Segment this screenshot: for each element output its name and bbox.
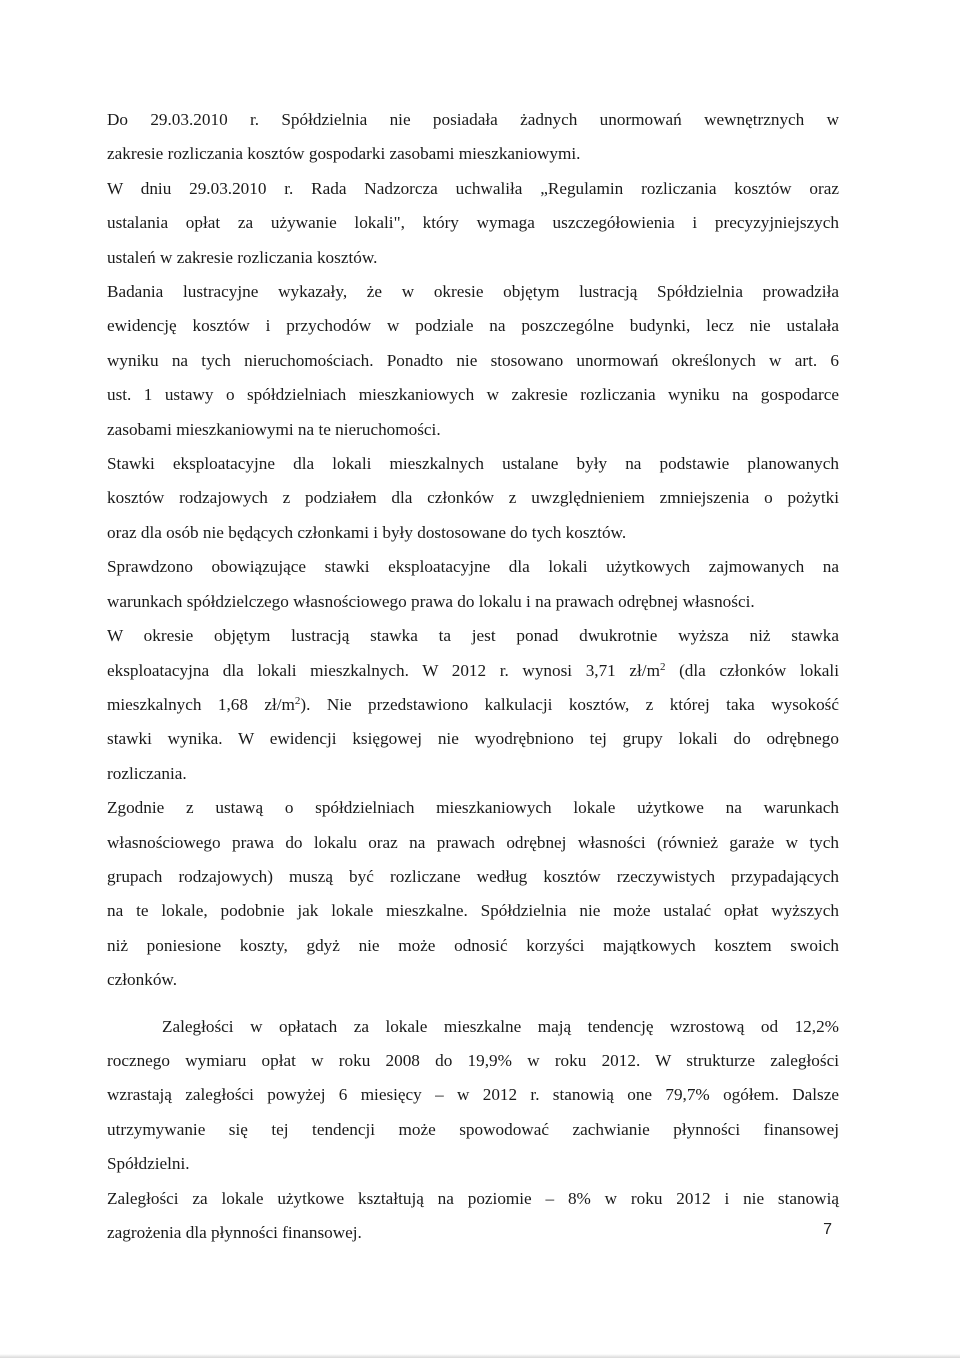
text-line: wyniku na tych nieruchomościach. Ponadto nie stosowano unormowań określonych w art. 6 [107, 350, 839, 370]
text-line: warunkach spółdzielczego własnościowego prawa do lokalu i na prawach odrębnej własności. [107, 591, 755, 611]
text-line: zakresie rozliczania kosztów gospodarki zasobami mieszkaniowymi. [107, 144, 581, 164]
text-line: rozliczania. [107, 763, 187, 783]
text-line: stawki wynika. W ewidencji księgowej nie wyodrębniono tej grupy lokali do odrębnego [107, 729, 839, 749]
text-line: zasobami mieszkaniowymi na te nieruchomości. [107, 419, 441, 439]
paragraph-4 [107, 447, 839, 550]
body-text [107, 103, 839, 1250]
text-line: zagrożenia dla płynności finansowej. [107, 1223, 362, 1242]
text-line: Zaległości w opłatach za lokale mieszkalne mają tendencję wzrostową od 12,2% [162, 1016, 839, 1036]
text-line: utrzymywanie się tej tendencji może spowodować zachwianie płynności finansowej [107, 1119, 839, 1139]
paragraph-3 [107, 275, 839, 447]
text-line: niż poniesione koszty, gdyż nie może odnosić korzyści majątkowych kosztem swoich [107, 935, 839, 955]
paragraph-7 [107, 791, 839, 997]
paragraph-1 [107, 103, 839, 172]
text-segment: mieszkalnych 1,68 zł/m [107, 694, 295, 714]
text-line: W okresie objętym lustracją stawka ta jest ponad dwukrotnie wyższa niż stawka [107, 626, 839, 646]
text-line: członków. [107, 970, 177, 990]
paragraph-8 [107, 1010, 839, 1182]
scan-bottom-edge [0, 1354, 960, 1358]
text-line-with-superscript [107, 654, 839, 688]
text-line: oraz dla osób nie będących członkami i były dostosowane do tych kosztów. [107, 522, 627, 542]
text-segment: eksploatacyjna dla lokali mieszkalnych. W 2012 r. wynosi 3,71 zł/m [107, 660, 660, 680]
text-line: Stawki eksploatacyjne dla lokali mieszkalnych ustalane były na podstawie planowanych [107, 454, 839, 474]
text-line: ustalania opłat za używanie lokali", który wymaga uszczegółowienia i precyzyjniejszych [107, 213, 839, 233]
text-line: na te lokale, podobnie jak lokale mieszkalne. Spółdzielnia nie może ustalać opłat wyższych [107, 901, 839, 921]
superscript: 2 [294, 694, 301, 707]
text-line: rocznego wymiaru opłat w roku 2008 do 19,9% w roku 2012. W strukturze zaległości [107, 1050, 839, 1070]
text-segment: (dla członków lokali [665, 660, 839, 680]
text-line: Badania lustracyjne wykazały, że w okresie objętym lustracją Spółdzielnia prowadziła [107, 282, 839, 302]
text-line: kosztów rodzajowych z podziałem dla członków z uwzględnieniem zmniejszenia o pożytki [107, 488, 839, 508]
text-line: wzrastają zaległości powyżej 6 miesięcy – w 2012 r. stanowią one 79,7% ogółem. Dalsze [107, 1085, 839, 1105]
superscript: 2 [659, 660, 666, 673]
text-line-with-superscript [107, 688, 839, 722]
text-segment: ). Nie przedstawiono kalkulacji kosztów, z której taka wysokość [300, 694, 839, 714]
text-line: Zgodnie z ustawą o spółdzielniach mieszkaniowych lokale użytkowe na warunkach [107, 798, 839, 818]
text-line: ustaleń w zakresie rozliczania kosztów. [107, 247, 378, 267]
text-line: Spółdzielni. [107, 1154, 190, 1174]
paragraph-5 [107, 550, 839, 619]
text-line: Sprawdzono obowiązujące stawki eksploatacyjne dla lokali użytkowych zajmowanych na [107, 557, 839, 577]
page-number: 7 [823, 1221, 832, 1238]
text-line: Zaległości za lokale użytkowe kształtują na poziomie – 8% w roku 2012 i nie stanowią [107, 1188, 839, 1208]
text-line: ewidencję kosztów i przychodów w podziale na poszczególne budynki, lecz nie ustalała [107, 316, 839, 336]
paragraph-2 [107, 172, 839, 275]
paragraph-6 [107, 619, 839, 791]
paragraph-9 [107, 1182, 839, 1251]
text-line: własnościowego prawa do lokalu oraz na prawach odrębnej własności (również garaże w tych [107, 832, 839, 852]
text-line: Do 29.03.2010 r. Spółdzielnia nie posiadała żadnych unormowań wewnętrznych w [107, 110, 839, 129]
text-line: grupach rodzajowych) muszą być rozliczane według kosztów rzeczywistych przypadających [107, 866, 839, 886]
text-line: W dniu 29.03.2010 r. Rada Nadzorcza uchwaliła „Regulamin rozliczania kosztów oraz [107, 178, 839, 198]
text-line: ust. 1 ustawy o spółdzielniach mieszkaniowych w zakresie rozliczania wyniku na gospodarce [107, 385, 839, 405]
